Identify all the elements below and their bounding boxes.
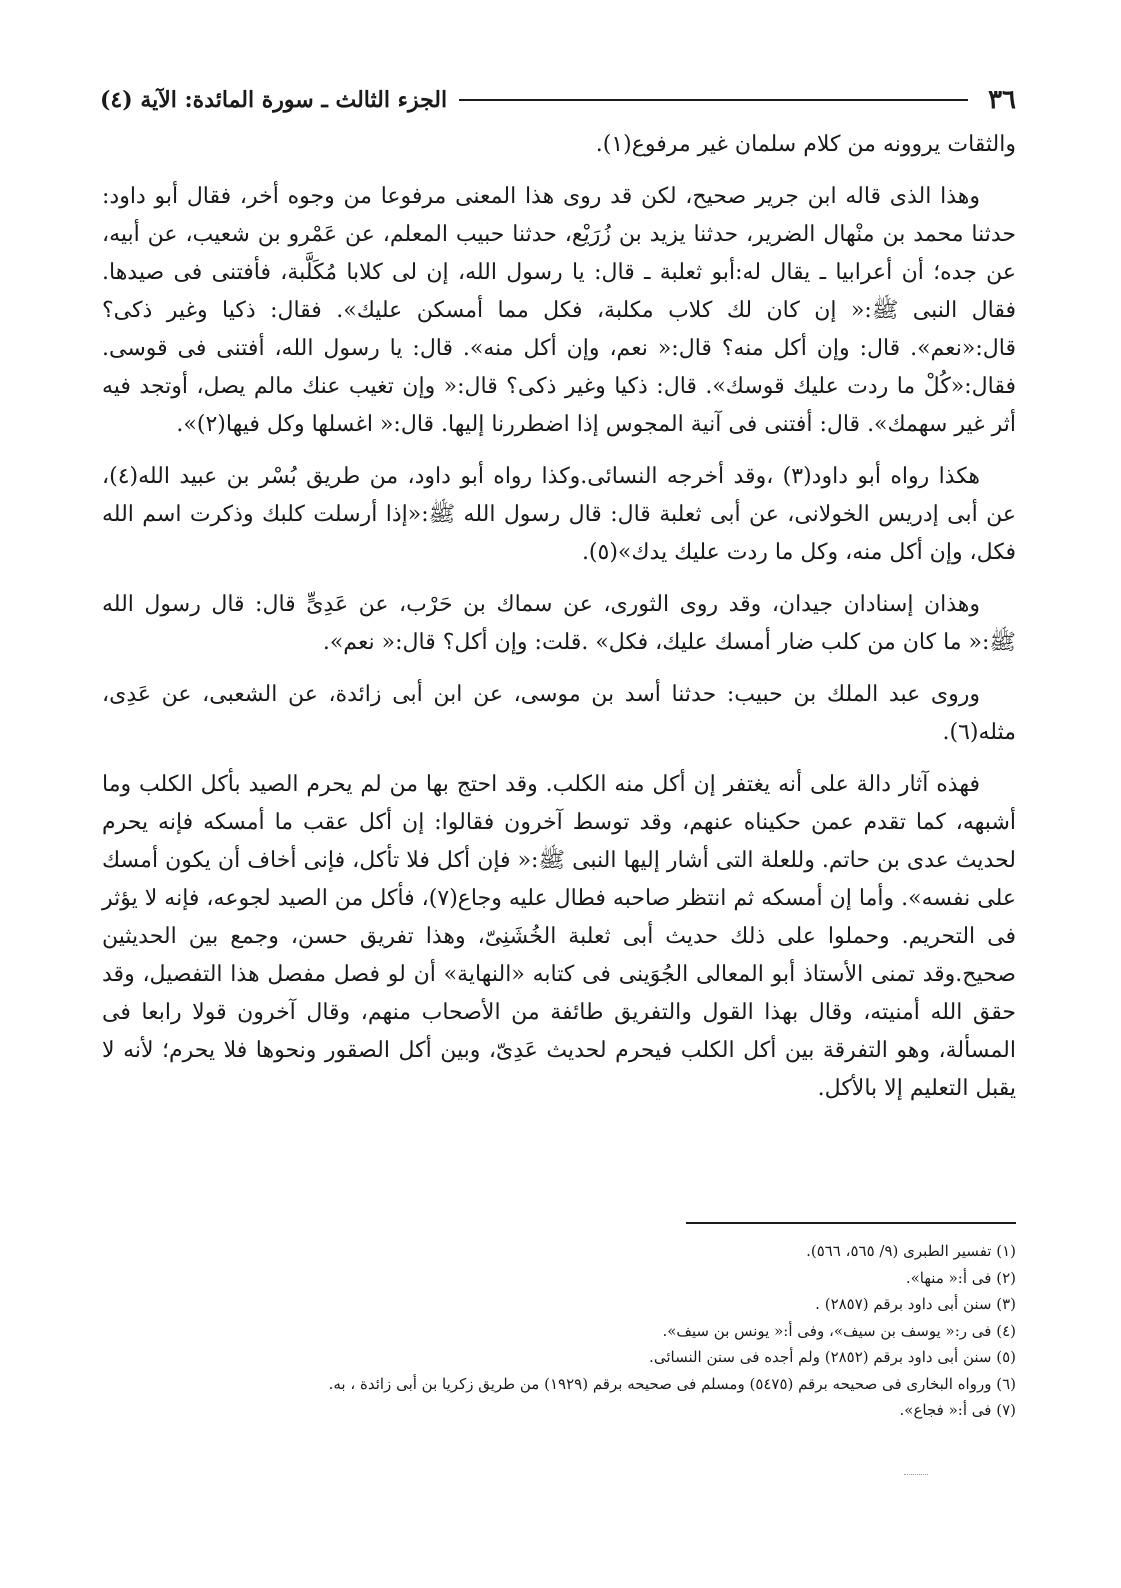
- paragraph: والثقات يروونه من كلام سلمان غير مرفوع(١).: [595, 132, 1016, 157]
- page-number: ٣٦: [988, 85, 1016, 115]
- footnote: (٥) سنن أبى داود برقم (٢٨٥٢) ولم أجده فى سنن النسائى.: [649, 1348, 1016, 1366]
- paragraph: وهذا الذى قاله ابن جرير صحيح، لكن قد روى هذا المعنى مرفوعا من وجوه أخر، فقال أبو داود: حدثنا محمد بن منْهال الضرير، حدثنا يزيد بن زُرَيْع، حدثنا حبيب المعلم، عن عَمْرو بن شعيب، عن أبيه، عن جده؛ أن أعرابيا ـ يقال له:أبو ثعلبة ـ قال: يا رسول الله، إن لى كلابا مُكَلَّبة، فأفتنى فى صيدها. فقال النبى ﷺ:« إن كان لك كلاب مكلبة، فكل مما أمسكن عليك». فقال: ذكيا وغير ذكى؟ قال:«نعم». قال: وإن أكل منه؟ قال:« نعم، وإن أكل منه». قال: يا رسول الله، أفتنى فى قوسى. فقال:«كُلْ ما ردت عليك قوسك». قال: ذكيا وغير ذكى؟ قال:« وإن تغيب عنك مالم يصل، أوتجد فيه أثر غير سهمك». قال: أفتنى فى آنية المجوس إذا اضطررنا إليها. قال:« اغسلها وكل فيها(٢)».: [102, 184, 1016, 437]
- footnotes: [100, 1238, 1016, 1424]
- main-text: [102, 126, 1016, 1122]
- scan-mark: [904, 1474, 928, 1475]
- page-header: [100, 80, 1016, 120]
- paragraph: فهذه آثار دالة على أنه يغتفر إن أكل منه الكلب. وقد احتج بها من لم يحرم الصيد بأكل الكلب وما أشبهه، كما تقدم عمن حكيناه عنهم، وقد توسط آخرون فقالوا: إن أكل عقب ما أمسكه فإنه يحرم لحديث عدى بن حاتم. وللعلة التى أشار إليها النبى ﷺ:« فإن أكل فلا تأكل، فإنى أخاف أن يكون أمسك على نفسه». وأما إن أمسكه ثم انتظر صاحبه فطال عليه وجاع(٧)، فأكل من الصيد لجوعه، فإنه لا يؤثر فى التحريم. وحملوا على ذلك حديث أبى ثعلبة الخُشَنِىّ، وهذا تفريق حسن، وجمع بين الحديثين صحيح.وقد تمنى الأستاذ أبو المعالى الجُوَينى فى كتابه «النهاية» أن لو فصل مفصل هذا التفصيل، وقد حقق الله أمنيته، وقال بهذا القول والتفريق طائفة من الأصحاب منهم، وقال آخرون قولا رابعا فى المسألة، وهو التفرقة بين أكل الكلب فيحرم لحديث عَدِىّ، وبين أكل الصقور ونحوها فلا يحرم؛ لأنه لا يقبل التعليم إلا بالأكل.: [102, 772, 1016, 1101]
- paragraph: وروى عبد الملك بن حبيب: حدثنا أسد بن موسى، عن ابن أبى زائدة، عن الشعبى، عن عَدِى، مثله(٦).: [102, 682, 1016, 745]
- running-title: الجزء الثالث ـ سورة المائدة: الآية (٤): [100, 87, 448, 113]
- paragraph: وهذان إسنادان جيدان، وقد روى الثورى، عن سماك بن حَرْب، عن عَدِىٍّ قال: قال رسول الله ﷺ:« ما كان من كلب ضار أمسك عليك، فكل» .قلت: وإن أكل؟ قال:« نعم».: [102, 592, 1016, 655]
- paragraph: هكذا رواه أبو داود(٣) ،وقد أخرجه النسائى.وكذا رواه أبو داود، من طريق بُسْر بن عبيد الله(٤)، عن أبى إدريس الخولانى، عن أبى ثعلبة قال: قال رسول الله ﷺ:«إذا أرسلت كلبك وذكرت اسم الله فكل، وإن أكل منه، وكل ما ردت عليك يدك»(٥).: [102, 464, 1016, 565]
- footnote: (٤) فى ر:« يوسف بن سيف»، وفى أ:« يونس بن سيف».: [662, 1321, 1016, 1340]
- footnote: (٣) سنن أبى داود برقم (٢٨٥٧) .: [815, 1295, 1016, 1313]
- footnote: (١) تفسير الطبرى (٩/ ٥٦٥، ٥٦٦).: [806, 1242, 1016, 1260]
- footnote-separator: [686, 1222, 1016, 1224]
- footnote: (٦) ورواه البخارى فى صحيحه برقم (٥٤٧٥) ومسلم فى صحيحه برقم (١٩٢٩) من طريق زكريا بن أبى زائدة ، به.: [328, 1374, 1016, 1393]
- header-rule: [459, 99, 968, 101]
- footnote: (٢) فى أ:« منها».: [905, 1268, 1016, 1287]
- footnote: (٧) فى أ:« فجاع».: [899, 1401, 1016, 1419]
